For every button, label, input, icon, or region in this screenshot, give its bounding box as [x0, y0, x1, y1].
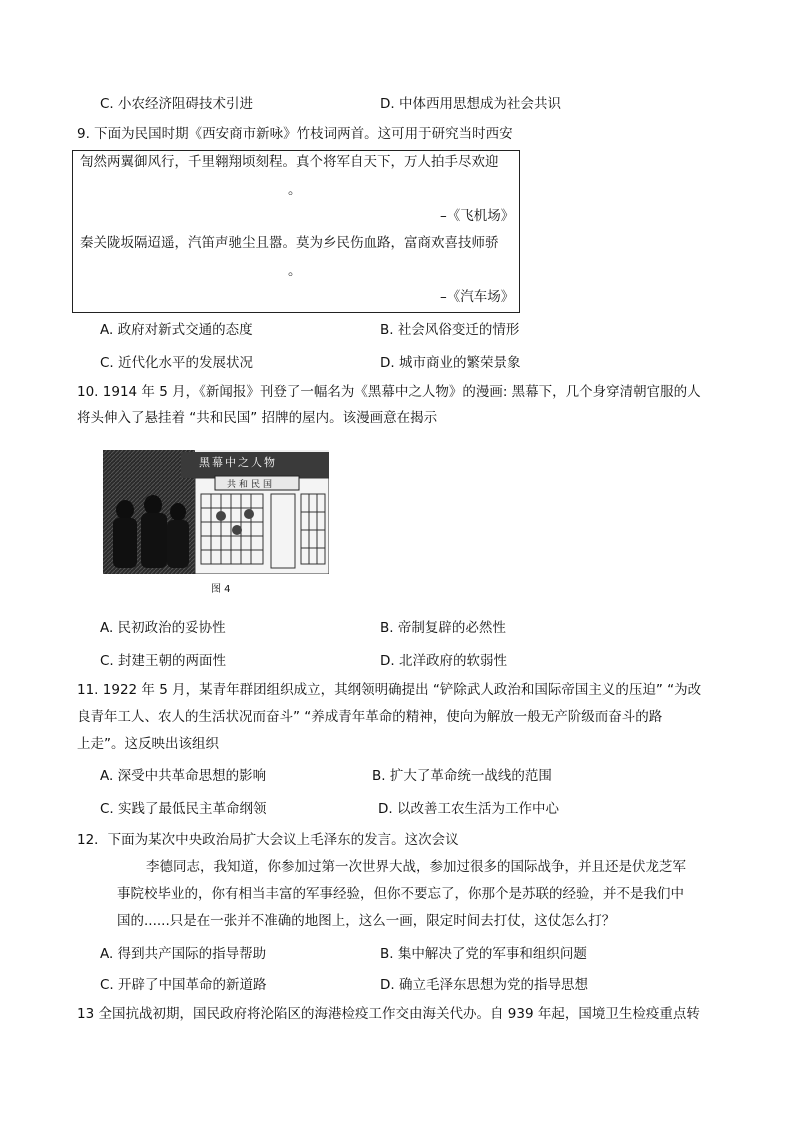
q11-stem-line1: 11. 1922 年 5 月，某青年群团组织成立，其纲领明确提出 “铲除武人政治和国际帝国主义的压迫” “为改 [77, 682, 702, 698]
q11-option-c: C. 实践了最低民主革命纲领 [100, 801, 267, 817]
q12-quote-line2: 事院校毕业的，你有相当丰富的军事经验，但你不要忘了，你那个是苏联的经验，并不是我们中 [117, 886, 684, 902]
q11-stem-line3: 上走”。这反映出该组织 [77, 736, 219, 752]
q11-option-a: A. 深受中共革命思想的影响 [100, 768, 267, 784]
q9-poem1-end: 。 [288, 182, 302, 198]
q8-option-d: D. 中体西用思想成为社会共识 [380, 96, 561, 112]
q9-option-d: D. 城市商业的繁荣景象 [380, 355, 521, 371]
q10-option-c: C. 封建王朝的两面性 [100, 653, 227, 669]
q9-option-b: B. 社会风俗变迁的情形 [380, 322, 520, 338]
q9-poem1-source: –《飞机场》 [440, 208, 515, 224]
q10-option-a: A. 民初政治的妥协性 [100, 620, 226, 636]
q11-stem-line2: 良青年工人、农人的生活状况而奋斗” “养成青年革命的精神，使向为解放一般无产阶级而奋斗的路 [77, 709, 663, 725]
q10-stem-line2: 将头伸入了悬挂着 “共和民国” 招牌的屋内。该漫画意在揭示 [77, 410, 438, 426]
q12-option-d: D. 确立毛泽东思想为党的指导思想 [380, 977, 588, 993]
q9-poem2-source: –《汽车场》 [440, 289, 515, 305]
q11-option-b: B. 扩大了革命统一战线的范围 [372, 768, 552, 784]
q12-option-c: C. 开辟了中国革命的新道路 [100, 977, 267, 993]
cartoon-title: 黑幕中之人物 [199, 456, 277, 469]
q12-quote-line1: 李德同志，我知道，你参加过第一次世界大战，参加过很多的国际战争，并且还是伏龙芝军 [146, 859, 686, 875]
q8-option-c: C. 小农经济阻碍技术引进 [100, 96, 254, 112]
q10-option-d: D. 北洋政府的软弱性 [380, 653, 507, 669]
q10-stem-line1: 10. 1914 年 5 月，《新闻报》刊登了一幅名为《黑幕中之人物》的漫画: 黑幕下，几个身穿清朝官服的人 [77, 384, 701, 400]
q12-quote-line3: 国的......只是在一张并不准确的地图上，这么一画，限定时间去打仗，这仗怎么打？ [117, 913, 616, 929]
q9-poem2-end: 。 [288, 263, 302, 279]
q13-stem: 13 全国抗战初期，国民政府将沦陷区的海港检疫工作交由海关代办。自 939 年起，国境卫生检疫重点转 [77, 1006, 700, 1022]
figure-caption: 图 4 [211, 584, 231, 595]
cartoon-sign: 共和民国 [227, 480, 276, 490]
q9-poem2-line: 秦关陇坂隔迢遥，汽笛声驰尘且嚣。莫为乡民伤血路，富商欢喜技师骄 [80, 235, 499, 251]
q9-stem: 9. 下面为民国时期《西安商市新咏》竹枝词两首。这可用于研究当时西安 [77, 126, 513, 142]
q12-option-b: B. 集中解决了党的军事和组织问题 [380, 946, 587, 962]
q11-option-d: D. 以改善工农生活为工作中心 [378, 801, 559, 817]
q9-option-a: A. 政府对新式交通的态度 [100, 322, 253, 338]
cartoon-figure [103, 450, 329, 574]
q12-option-a: A. 得到共产国际的指导帮助 [100, 946, 267, 962]
q9-poem1-line: 訇然两翼御风行，千里翱翔顷刻程。真个将军自天下，万人拍手尽欢迎 [80, 154, 499, 170]
q12-stem: 12．下面为某次中央政治局扩大会议上毛泽东的发言。这次会议 [77, 832, 459, 848]
q10-option-b: B. 帝制复辟的必然性 [380, 620, 506, 636]
q9-option-c: C. 近代化水平的发展状况 [100, 355, 254, 371]
